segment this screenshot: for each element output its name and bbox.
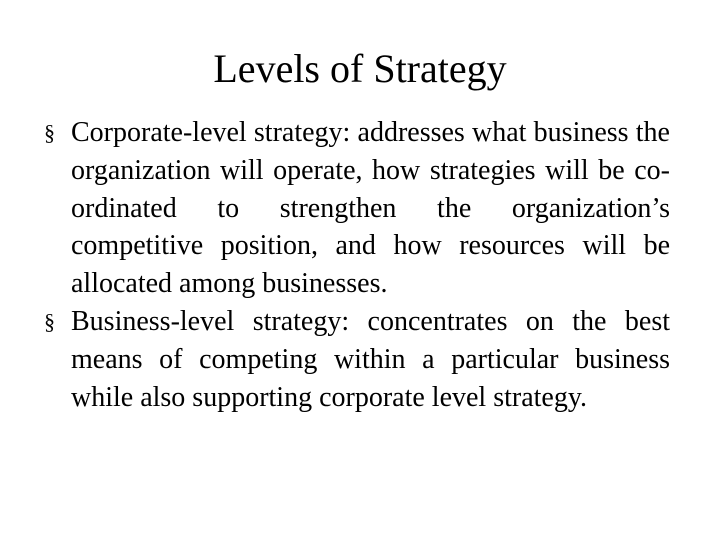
slide-title: Levels of Strategy [213,46,507,91]
bullet-text-business-level: Business-level strategy: concentrates on the best means of competing within a particular business while also supporting corporate level strategy. [71,305,670,413]
square-bullet-icon: § [44,308,55,334]
bullet-item-business-level [44,303,670,416]
bullet-list [44,114,670,416]
bullet-text-corporate-level: Corporate-level strategy: addresses what business the organization will operate, how strategies will be co-ordinated to strengthen the organization’s competitive position, and how resources will be allocated among businesses. [71,117,670,300]
bullet-item-corporate-level [44,114,670,303]
square-bullet-icon: § [44,120,55,145]
